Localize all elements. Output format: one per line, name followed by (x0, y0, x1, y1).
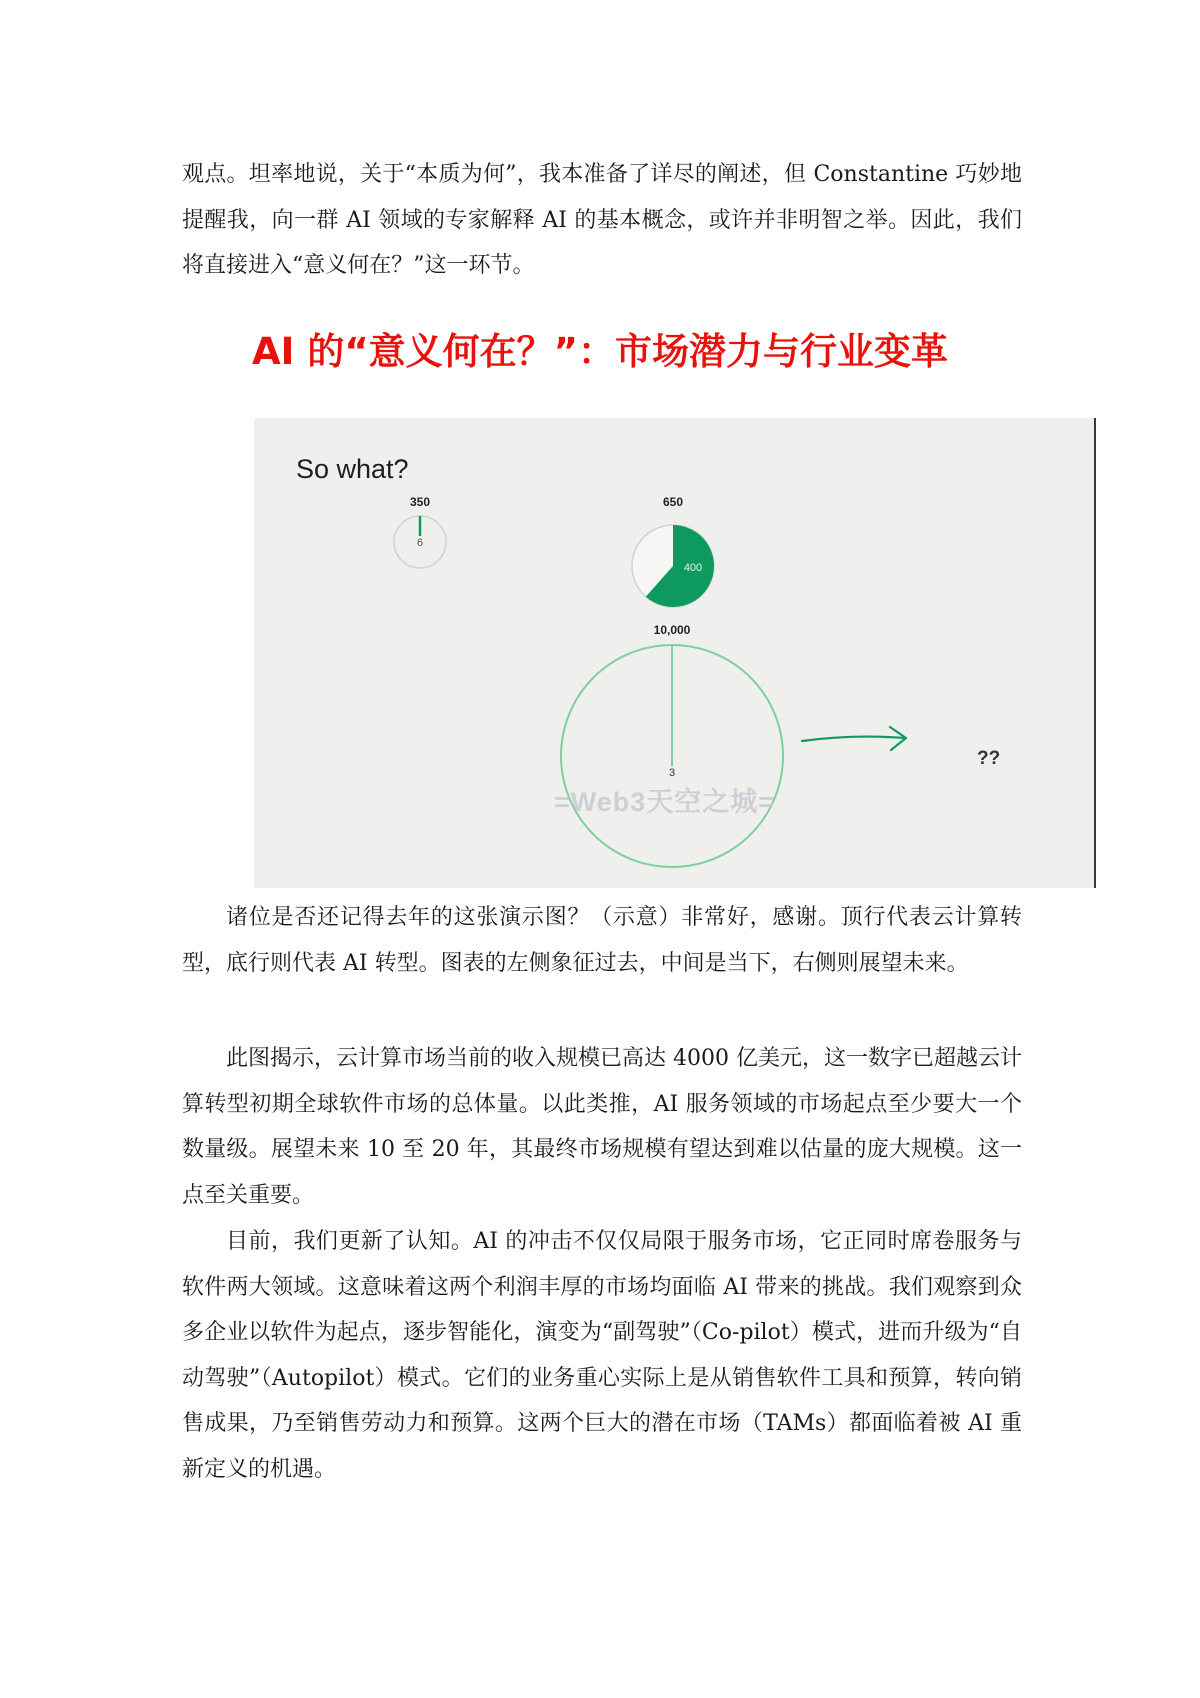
present-value-label: 400 (683, 562, 703, 574)
past-total-label: 350 (409, 495, 431, 509)
intro-paragraph: 观点。坦率地说，关于“本质为何”，我本准备了详尽的阐述，但 Constantine 巧妙地提醒我，向一群 AI 领域的专家解释 AI 的基本概念，或许并非明智之举。因此，我们将直接进入“意义何在？”这一环节。 (182, 162, 1022, 278)
future-arrow (802, 737, 904, 741)
future-label: ?? (977, 748, 1001, 769)
watermark: =Web3天空之城= (554, 787, 776, 817)
paragraph-market-size: 此图揭示，云计算市场当前的收入规模已高达 4000 亿美元，这一数字已超越云计算转型初期全球软件市场的总体量。以此类推，AI 服务领域的市场起点至少要大一个数量级。展望未来 10 至 20 年，其最终市场规模有望达到难以估量的庞大规模。这一点至关重要。 (182, 1046, 1022, 1208)
present-total-label: 650 (662, 495, 684, 509)
paragraph-update: 目前，我们更新了认知。AI 的冲击不仅仅局限于服务市场，它正同时席卷服务与软件两大领域。这意味着这两个利润丰厚的市场均面临 AI 带来的挑战。我们观察到众多企业以软件为起点，逐步智能化，演变为“副驾驶”（Co-pilot）模式，进而升级为“自动驾驶”（Autopilot）模式。它们的业务重心实际上是从销售软件工具和预算，转向销售成果，乃至销售劳动力和预算。这两个巨大的潜在市场（TAMs）都面临着被 AI 重新定义的机遇。 (182, 1229, 1022, 1482)
paragraph-slide-description: 诸位是否还记得去年的这张演示图？（示意）非常好，感谢。顶行代表云计算转型，底行则代表 AI 转型。图表的左侧象征过去，中间是当下，右侧则展望未来。 (182, 905, 1022, 976)
slide-title: So what? (296, 454, 409, 484)
ai-total-label: 10,000 (653, 623, 691, 637)
slide-image (254, 418, 1096, 888)
section-heading: AI 的“意义何在？”：市场潜力与行业变革 (252, 330, 948, 373)
ai-value-label: 3 (668, 767, 676, 779)
past-value-label: 6 (416, 537, 424, 549)
